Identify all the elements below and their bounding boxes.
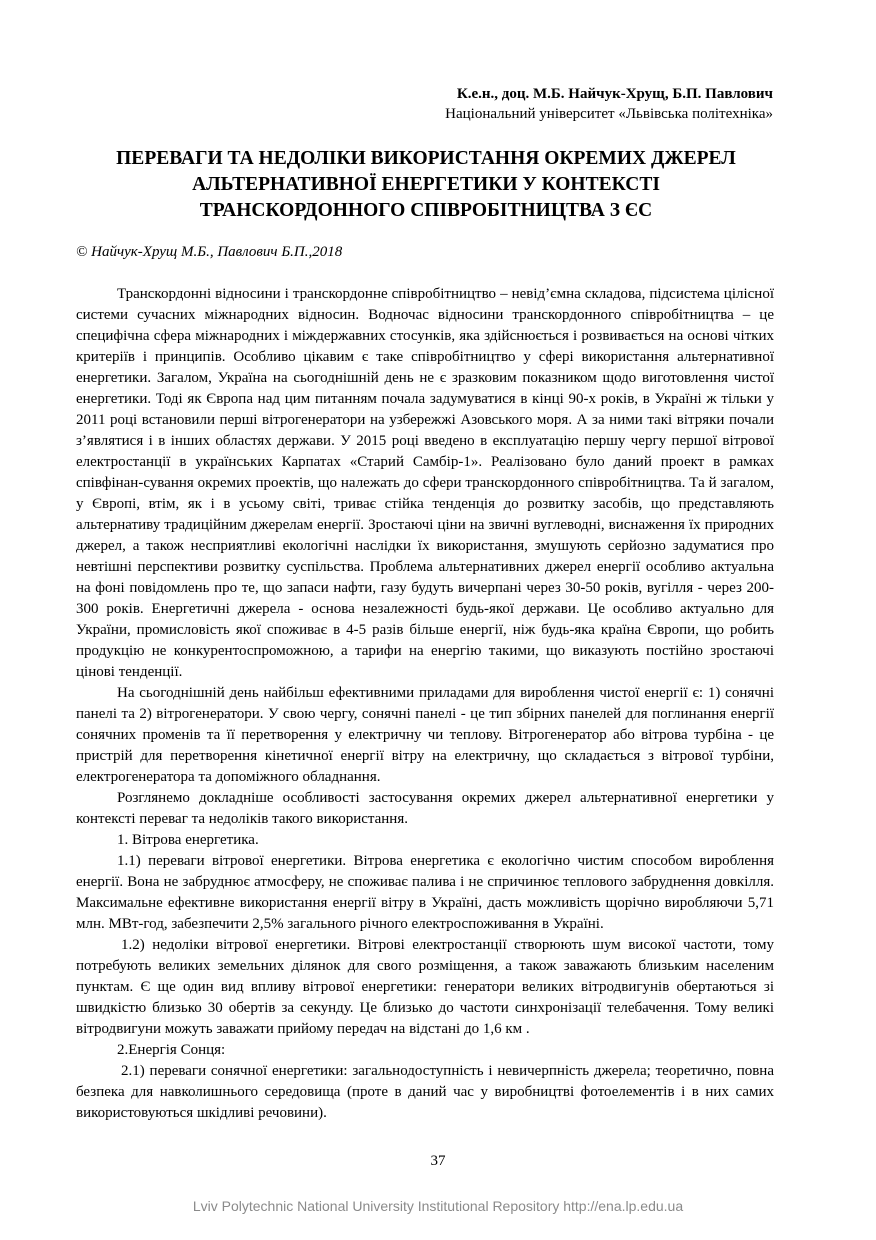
copyright-line: © Найчук-Хрущ М.Б., Павлович Б.П.,2018 <box>76 244 343 260</box>
section-heading: 1. Вітрова енергетика. <box>117 832 259 848</box>
section-heading: 2.Енергія Сонця: <box>117 1042 226 1058</box>
affiliation-line: Національний університет «Львівська політехніка» <box>445 106 773 122</box>
paragraph: Розглянемо докладніше особливості застосування окремих джерел альтернативної енергетики у контексті переваг та недоліків такого використання. <box>76 790 774 827</box>
title-line: ТРАНСКОРДОННОГО СПІВРОБІТНИЦТВА З ЄС <box>199 200 653 221</box>
paragraph: 1.2) недоліки вітрової енергетики. Вітрові електростанції створюють шум високої частоти, тому потребують великих земельних ділянок для свого розміщення, а також заважають близьким населеним пунктам. Є ще один вид впливу вітрової енергетики: генератори великих вітродвигунів обертаються зі швидкістю близько 30 обертів за секунду. Це близько до частоти синхронізації телебачення. Тому великі вітродвигуни можуть заважати прийому передач на відстані до 1,6 км . <box>76 937 774 1037</box>
paragraph: 1.1) переваги вітрової енергетики. Вітрова енергетика є екологічно чистим способом вироблення енергії. Вона не забруднює атмосферу, не споживає палива і не спричинює теплового забруднення довкілля. Максимальне ефективне використання енергії вітру в Україні, дасть можливість щорічно виробляючи 5,71 млн. МВт-год, забезпечити 2,5% загального річного електроспоживання в Україні. <box>76 853 774 932</box>
page-number: 37 <box>430 1153 446 1169</box>
article-body <box>76 284 774 1124</box>
article-title <box>76 146 776 224</box>
title-line: ПЕРЕВАГИ ТА НЕДОЛІКИ ВИКОРИСТАННЯ ОКРЕМИХ ДЖЕРЕЛ <box>116 148 736 169</box>
title-line: АЛЬТЕРНАТИВНОЇ ЕНЕРГЕТИКИ У КОНТЕКСТІ <box>192 174 660 195</box>
author-line: К.е.н., доц. М.Б. Найчук-Хрущ, Б.П. Павлович <box>456 86 773 102</box>
paragraph: Транскордонні відносини і транскордонне співробітництво – невід’ємна складова, підсистема цілісної системи сучасних міжнародних відносин. Водночас відносини транскордонного співробітництва – це специфічна сфера міжнародних і міждержавних стосунків, яка здійснюється і розвивається на основі чітких критеріїв і принципів. Особливо цікавим є таке співробітництво у сфері використання альтернативної енергетики. Загалом, Україна на сьогоднішній день не є зразковим показником щодо виготовлення чистої енергетики. Тоді як Європа над цим питанням почала задумуватися в кінці 90-х років, в Україні ж тільки у 2011 році встановили перші вітрогенератори на узбережжі Азовського моря. А за ними такі вітряки почали з’являтися і в інших областях держави. У 2015 році введено в експлуатацію першу чергу першої вітрової електростанції в українських Карпатах «Старий Самбір-1». Реалізовано було даний проект в рамках співфінан-сування окремих проектів, що належать до сфери транскордонного співробітництва. Та й загалом, у Європі, втім, як і в усьому світі, триває стійка тенденція до розвитку засобів, що представляють альтернативу традиційним джерелам енергії. Зростаючі ціни на звичні вуглеводні, виснаження їх природних джерел, а також несприятливі екологічні наслідки їх використання, змушують серйозно задуматися про невтішні перспективи розвитку суспільства. Проблема альтернативних джерел енергії особливо актуальна на фоні повідомлень про те, що запаси нафти, газу будуть вичерпані через 30-50 років, вугілля - через 200-300 років. Енергетичні джерела - основа незалежності будь-якої держави. Це особливо актуально для України, промисловість якої споживає в 4-5 разів більше енергії, ніж будь-яка країна Європи, що робить продукцію не конкурентоспроможною, а тарифи на енергію такими, що виказують постійно зростаючі цінові тенденції. <box>76 286 774 680</box>
paragraph: 2.1) переваги сонячної енергетики: загальнодоступність і невичерпність джерела; теоретично, повна безпека для навколишнього середовища (проте в даний час у виробництві фотоелементів і в них самих використовуються шкідливі речовини). <box>76 1063 774 1121</box>
paragraph: На сьогоднішній день найбільш ефективними приладами для вироблення чистої енергії є: 1) сонячні панелі та 2) вітрогенератори. У свою чергу, сонячні панелі - це тип збірних панелей для поглинання енергії сонячних променів та її перетворення у електричну чи теплову. Вітрогенератор або вітрова турбіна - це пристрій для перетворення кінетичної енергії вітру на електричну, що складається з вітрової турбіни, електрогенератора та допоміжного обладнання. <box>76 685 774 785</box>
repository-footer: Lviv Polytechnic National University Institutional Repository http://ena.lp.edu.ua <box>192 1198 684 1214</box>
